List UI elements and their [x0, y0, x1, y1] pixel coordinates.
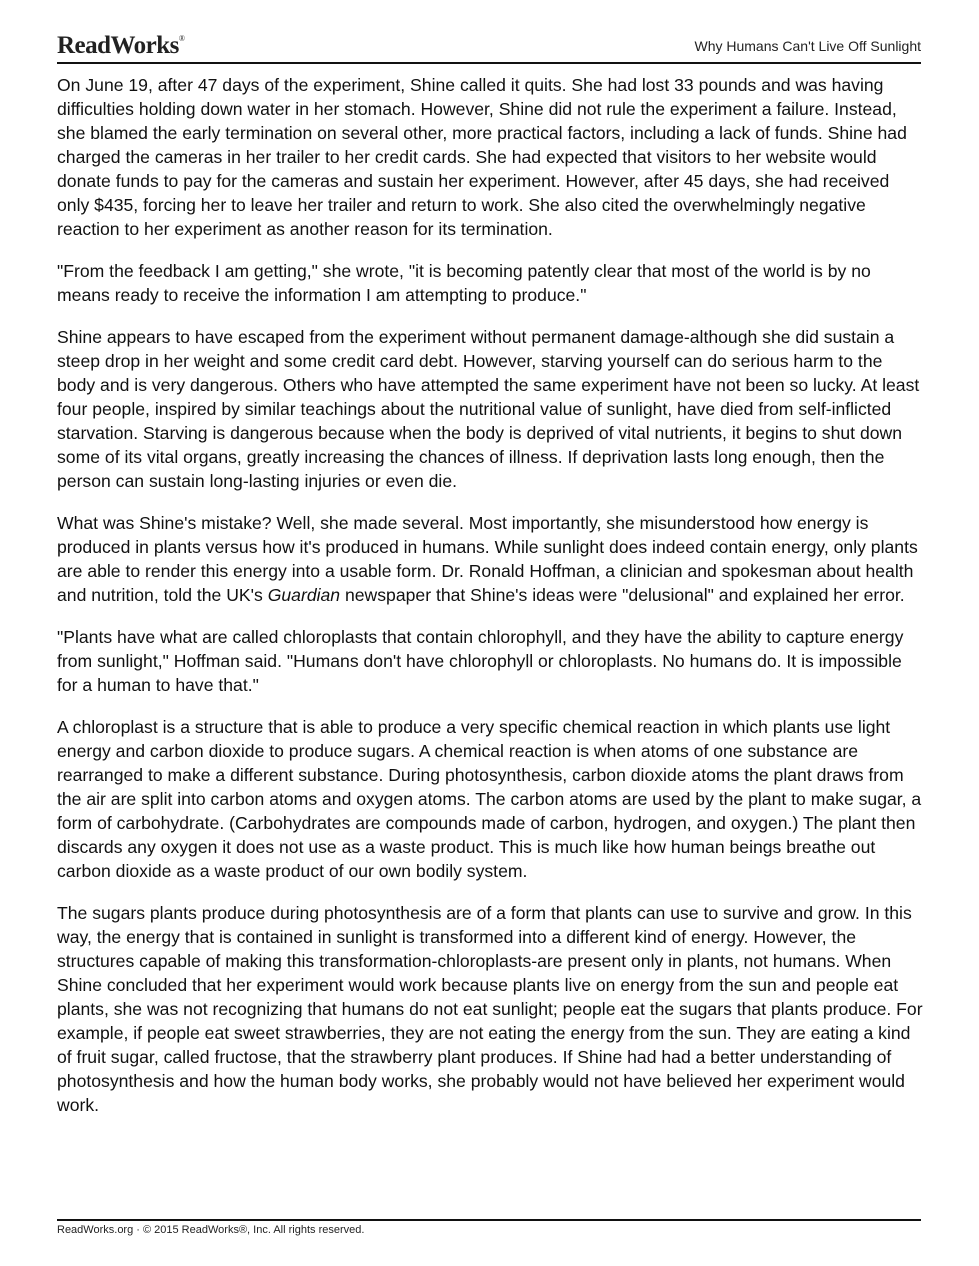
paragraph-7: The sugars plants produce during photosynthesis are of a form that plants can use to survive and grow. In this way, the energy that is contained in sunlight is transformed into a different kind of energy. However, the structures capable of making this transformation-chloroplasts-are present only in plants, not humans. When Shine concluded that her experiment would work because plants live on energy from the sun and people eat plants, she was not recognizing that humans do not eat sunlight; people eat the sugars that plants produce. For example, if people eat sweet strawberries, they are not eating the energy from the sun. They are eating a kind of fruit sugar, called fructose, that the strawberry plant produces. If Shine had had a better understanding of photosynthesis and how the human body works, she probably would not have believed her experiment would work.	[57, 903, 923, 1115]
paragraph-6: A chloroplast is a structure that is able to produce a very specific chemical reaction in which plants use light energy and carbon dioxide to produce sugars. A chemical reaction is when atoms of one substance are rearranged to make a different substance. During photosynthesis, carbon dioxide atoms the plant draws from the air are split into carbon atoms and oxygen atoms. The carbon atoms are used by the plant to make sugar, a form of carbohydrate. (Carbohydrates are compounds made of carbon, hydrogen, and oxygen.) The plant then discards any oxygen it does not use as a waste product. This is much like how human beings breathe out carbon dioxide as a waste product of our own bodily system.	[57, 717, 922, 881]
page-footer	[57, 1219, 921, 1236]
guardian-italic: Guardian	[267, 585, 341, 605]
paragraph-2: "From the feedback I am getting," she wrote, "it is becoming patently clear that most of the world is by no means ready to receive the information I am attempting to produce."	[57, 261, 871, 305]
paragraph-1: On June 19, after 47 days of the experiment, Shine called it quits. She had lost 33 pounds and was having difficulties holding down water in her stomach. However, Shine did not rule the experiment a failure. Instead, she blamed the early termination on several other, more practical factors, including a lack of funds. Shine had charged the cameras in her trailer to her credit cards. She had expected that visitors to her website would donate funds to pay for the cameras and sustain her experiment. However, after 45 days, she had received only $435, forcing her to leave her trailer and return to work. She also cited the overwhelmingly negative reaction to her experiment as another reason for its termination.	[57, 75, 907, 239]
logo-registered-mark: ®	[178, 34, 185, 43]
paragraph-3: Shine appears to have escaped from the experiment without permanent damage-although she did sustain a steep drop in her weight and some credit card debt. However, starving yourself can do serious harm to the body and is very dangerous. Others who have attempted the same experiment have not been so lucky. At least four people, inspired by similar teachings about the nutritional value of sunlight, have died from self-inflicted starvation. Starving is dangerous because when the body is deprived of vital nutrients, it begins to shut down some of its vital organs, greatly increasing the chances of illness. If deprivation lasts long enough, then the person can sustain long-lasting injuries or even die.	[57, 327, 920, 491]
paragraph-4-after: newspaper that Shine's ideas were "delusional" and explained her error.	[340, 585, 905, 605]
readworks-logo	[57, 32, 184, 60]
page-header	[57, 32, 921, 64]
article-body	[57, 73, 923, 1135]
document-title: Why Humans Can't Live Off Sunlight	[694, 38, 921, 54]
paragraph-5: "Plants have what are called chloroplasts that contain chlorophyll, and they have the ability to capture energy from sunlight," Hoffman said. "Humans don't have chlorophyll or chloroplasts. No humans do. It is impossible for a human to have that."	[57, 627, 904, 695]
copyright-text: ReadWorks.org · © 2015 ReadWorks®, Inc. All rights reserved.	[57, 1224, 365, 1236]
logo-text: ReadWorks	[57, 32, 179, 59]
paragraph-4	[57, 511, 923, 607]
paragraph-4-before: What was Shine's mistake? Well, she made several. Most importantly, she misunderstood how energy is produced in plants versus how it's produced in humans. While sunlight does indeed contain energy, only plants are able to render this energy into a usable form. Dr. Ronald Hoffman, a clinician and spokesman about health and nutrition, told the UK's	[57, 513, 918, 605]
